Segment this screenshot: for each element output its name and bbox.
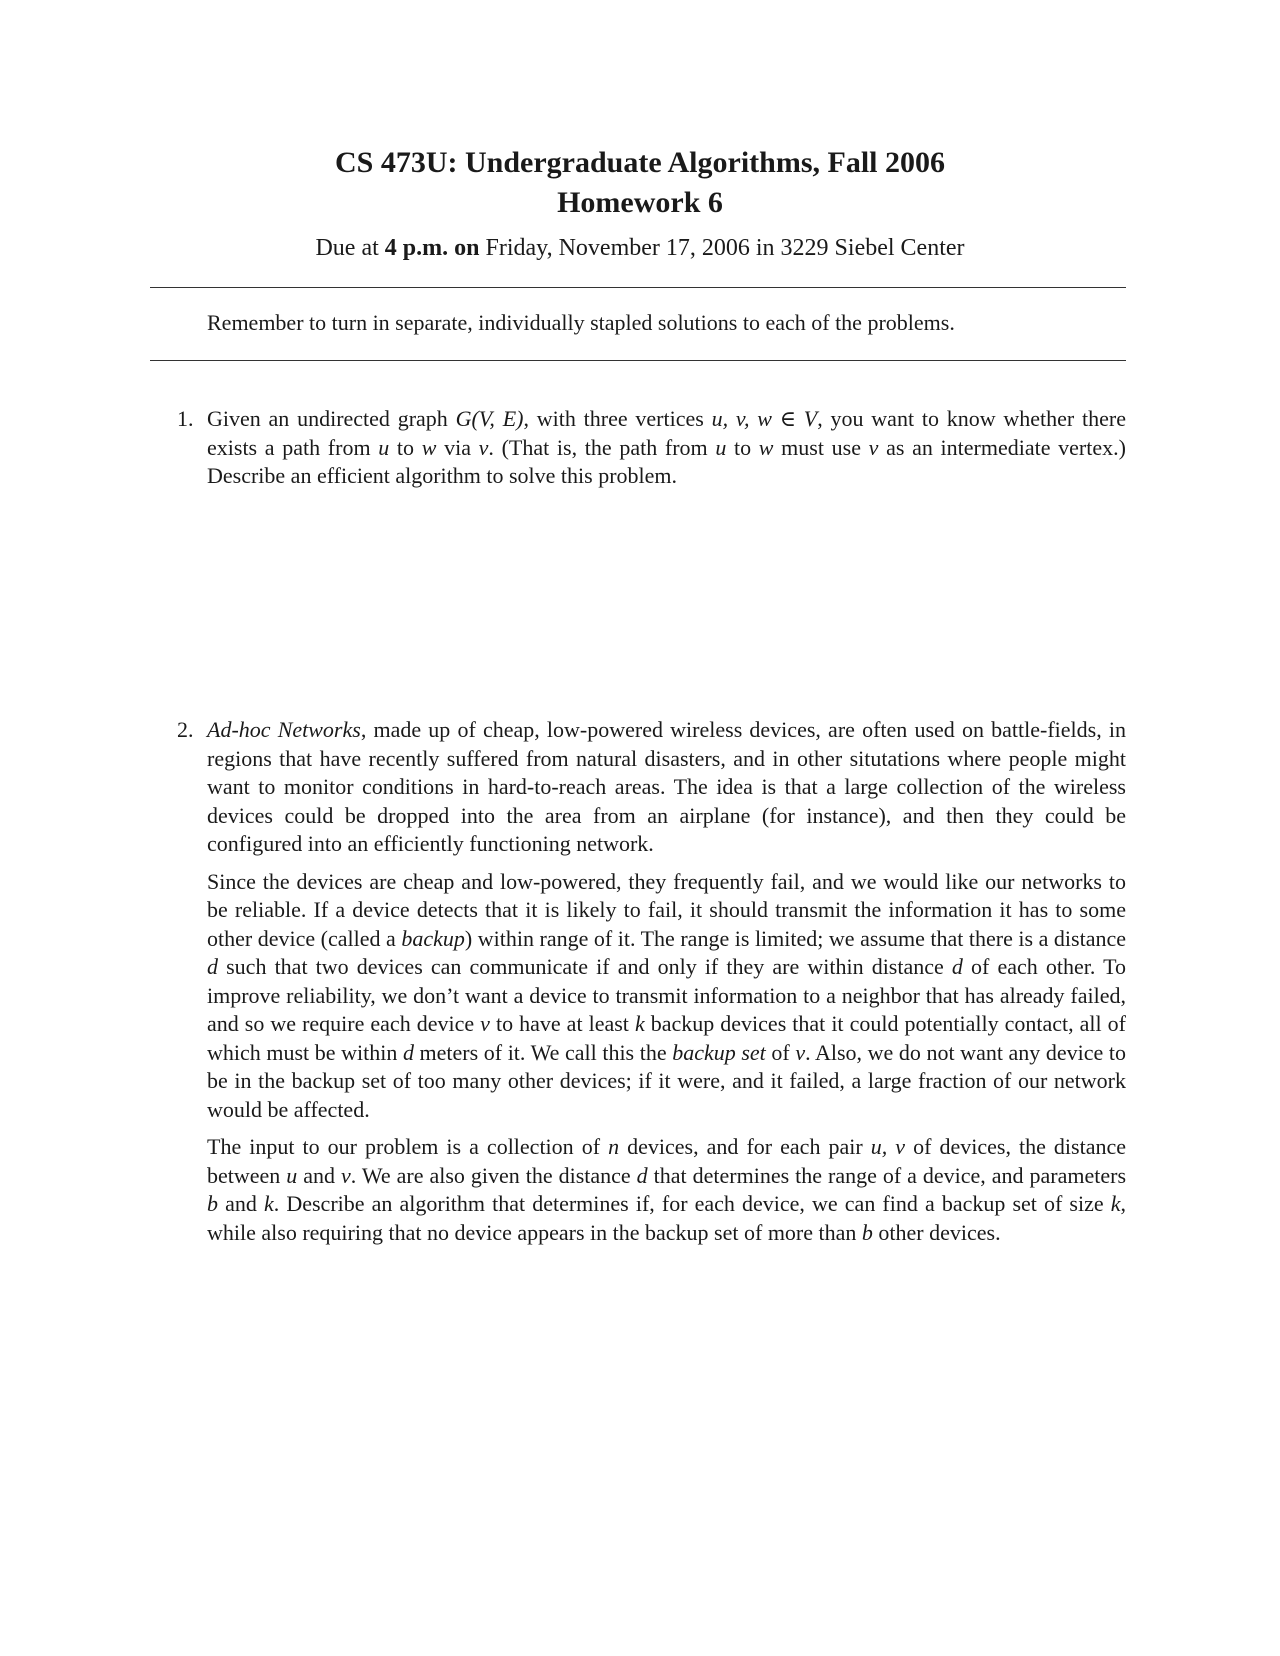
due-time: 4 p.m. [384, 235, 449, 261]
problem-2-paragraph-3: The input to our problem is a collection of n devices, and for each pair u, v of devices, the distance between u and v. We are also given the distance d that determines the range of a device, and parameters b and k. Describe an algorithm that determines if, for each device, we can find a backup set of size k, while also requiring that no device appears in the backup set of more than b other devices. [207, 1134, 1127, 1245]
problem-2-paragraph-1: Ad-hoc Networks, made up of cheap, low-powered wireless devices, are often used on battle-fields, in regions that have recently suffered from natural disasters, and in other situtations where people might want to monitor conditions in hard-to-reach areas. The idea is that a large collection of the wireless devices could be dropped into the area from an airplane (for instance), and then they could be configured into an efficiently functioning network. [207, 717, 1126, 856]
problem-number: 1. [177, 406, 194, 431]
problem-number: 2. [177, 717, 194, 742]
due-details: Friday, November 17, 2006 in 3229 Siebel Center [485, 235, 965, 261]
document-title: CS 473U: Undergraduate Algorithms, Fall 2006 [335, 146, 945, 179]
due-date-line [0, 232, 1280, 264]
bottom-divider [150, 360, 1126, 361]
problem-1 [177, 405, 1126, 500]
due-prefix: Due at [315, 235, 385, 261]
due-on: on [448, 235, 486, 261]
problem-1-text: Given an undirected graph G(V, E), with three vertices u, v, w ∈ V, you want to know whether there exists a path from u to w via v. (That is, the path from u to w must use v as an intermediate vertex.) Describe an efficient algorithm to solve this problem. [207, 406, 1126, 488]
homework-number: Homework 6 [557, 186, 723, 219]
problem-2-paragraph-2: Since the devices are cheap and low-powered, they frequently fail, and we would like our networks to be reliable. If a device detects that it is likely to fail, it should transmit the information it has to some other device (called a backup) within range of it. The range is limited; we assume that there is a distance d such that two devices can communicate if and only if they are within distance d of each other. To improve reliability, we don’t want a device to transmit information to a neighbor that has already failed, and so we require each device v to have at least k backup devices that it could potentially contact, all of which must be within d meters of it. We call this the backup set of v. Also, we do not want any device to be in the backup set of too many other devices; if it were, and it failed, a large fraction of our network would be affected. [207, 868, 1127, 1122]
top-divider [150, 287, 1126, 288]
problem-2 [177, 716, 1127, 1256]
reminder-note: Remember to turn in separate, individually stapled solutions to each of the problems. [207, 310, 955, 335]
